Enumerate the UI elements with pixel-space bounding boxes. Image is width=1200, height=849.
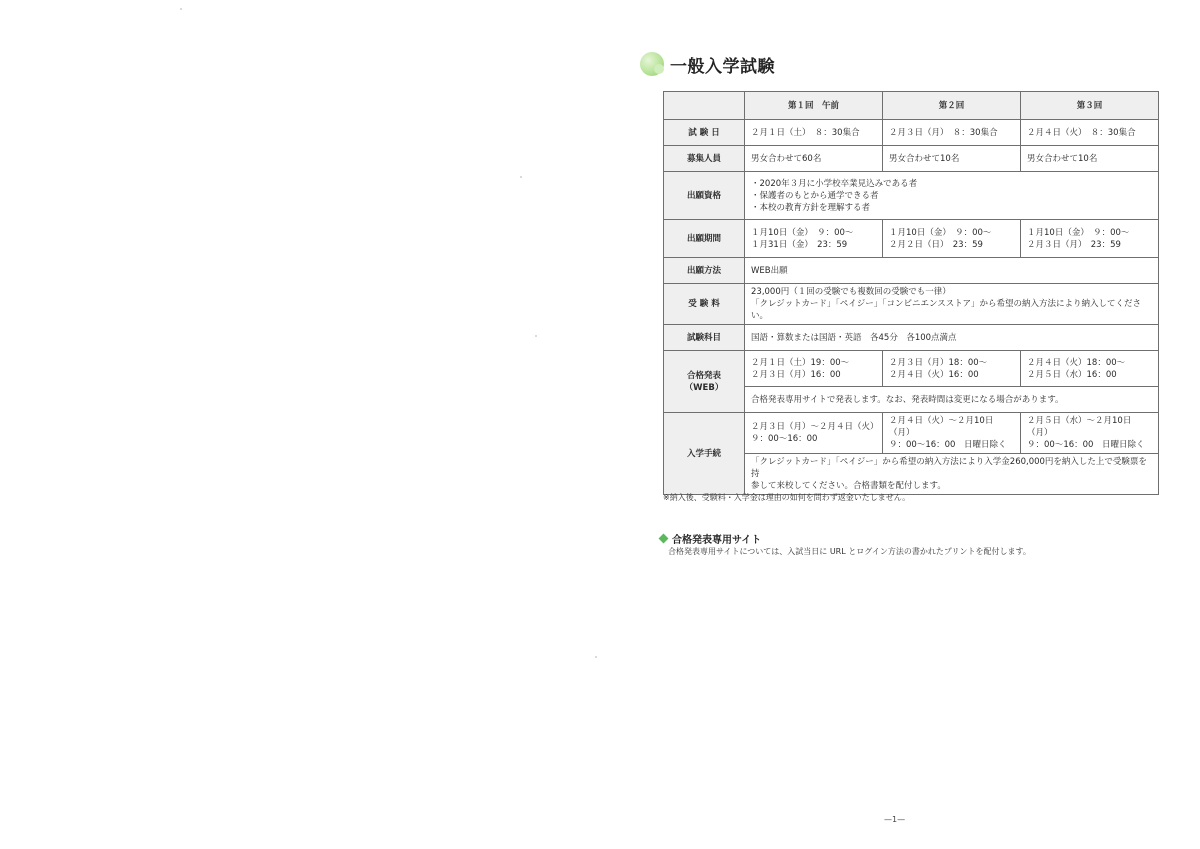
- table-row: [664, 284, 1159, 325]
- table-cell: [1021, 220, 1159, 258]
- text-line: 「クレジットカード」「ペイジー」「コンビニエンスストア」から希望の納入方法により納入してください。: [751, 299, 1142, 321]
- table-cell: ２月３日（月） ８：30集合: [883, 120, 1021, 146]
- page-number: —1—: [884, 815, 906, 824]
- row-label: 受 験 料: [664, 284, 745, 325]
- row-label: 出願資格: [664, 172, 745, 220]
- column-header: 第３回: [1021, 92, 1159, 120]
- text-line: ２月３日（月）～２月４日（火）: [751, 422, 879, 432]
- table-header-row: [664, 92, 1159, 120]
- row-label: 入学手続: [664, 413, 745, 495]
- text-line: １月10日（金） ９：00～: [1027, 227, 1130, 238]
- table-row: [664, 413, 1159, 454]
- table-row: [664, 351, 1159, 387]
- column-header: 第１回 午前: [745, 92, 883, 120]
- bubble-icon: [640, 52, 664, 76]
- table-cell: [883, 220, 1021, 258]
- text-line: ・保護者のもとから通学できる者: [751, 190, 879, 201]
- table-row: [664, 172, 1159, 220]
- table-row: [664, 146, 1159, 172]
- table-cell: 国語・算数または国語・英語 各45分 各100点満点: [745, 325, 1159, 351]
- section-heading: [640, 50, 775, 78]
- table-corner-cell: [664, 92, 745, 120]
- text-line: ・2020年３月に小学校卒業見込みである者: [751, 178, 918, 189]
- text-line: ２月２日（日） 23：59: [889, 239, 983, 250]
- scan-speck: [520, 176, 522, 178]
- table-cell: [1021, 351, 1159, 387]
- table-cell: [745, 454, 1159, 495]
- table-cell: [745, 172, 1159, 220]
- exam-schedule-table: [663, 91, 1159, 495]
- table-row: [664, 220, 1159, 258]
- row-label: 募集人員: [664, 146, 745, 172]
- table-row: [664, 325, 1159, 351]
- row-label: 試 験 日: [664, 120, 745, 146]
- label-line: （WEB）: [684, 382, 724, 393]
- text-line: ９：00～16：00 日曜日除く: [889, 440, 1007, 450]
- table-cell: ２月１日（土） ８：30集合: [745, 120, 883, 146]
- scan-speck: [535, 335, 537, 337]
- table-cell: 合格発表専用サイトで発表します。なお、発表時間は変更になる場合があります。: [745, 387, 1159, 413]
- row-label: 出願期間: [664, 220, 745, 258]
- text-line: 23,000円（１回の受験でも複数回の受験でも一律）: [751, 287, 951, 297]
- table-cell: [745, 351, 883, 387]
- table-cell: ２月４日（火） ８：30集合: [1021, 120, 1159, 146]
- table-cell: [883, 351, 1021, 387]
- text-line: １月10日（金） ９：00～: [889, 227, 992, 238]
- text-line: ２月３日（月） 23：59: [1027, 239, 1121, 250]
- table-cell: WEB出願: [745, 258, 1159, 284]
- text-line: ２月４日（火）16：00: [889, 369, 979, 380]
- table-row: [664, 258, 1159, 284]
- table-cell: [883, 413, 1021, 454]
- text-line: ２月５日（水）16：00: [1027, 369, 1117, 380]
- text-line: ２月１日（土）19：00～: [751, 357, 850, 368]
- text-line: 「クレジットカード」「ペイジー」から希望の納入方法により入学金260,000円を納入した上で受験票を持: [751, 457, 1147, 479]
- scan-speck: [180, 8, 182, 10]
- text-line: ９：00～16：00: [751, 434, 818, 444]
- text-line: 参して来校してください。合格書類を配付します。: [751, 481, 946, 491]
- label-line: 合格発表: [686, 370, 721, 381]
- row-label: 出願方法: [664, 258, 745, 284]
- section-body: 合格発表専用サイトについては、入試当日に URL とログイン方法の書かれたプリントを配付します。: [668, 547, 1031, 556]
- table-cell: 男女合わせて10名: [883, 146, 1021, 172]
- text-line: ２月５日（水）～２月10日（月）: [1027, 416, 1132, 438]
- text-line: １月31日（金） 23：59: [751, 239, 848, 250]
- table-cell: 男女合わせて60名: [745, 146, 883, 172]
- text-line: ９：00～16：00 日曜日除く: [1027, 440, 1145, 450]
- text-line: ・本校の教育方針を理解する者: [751, 202, 871, 213]
- table-cell: [745, 284, 1159, 325]
- table-row: [664, 120, 1159, 146]
- text-line: ２月３日（月）16：00: [751, 369, 841, 380]
- scan-speck: [595, 656, 597, 658]
- text-line: ２月４日（火）～２月10日（月）: [889, 416, 994, 438]
- table-cell: [1021, 413, 1159, 454]
- diamond-bullet-icon: [659, 534, 669, 544]
- row-label: [664, 351, 745, 413]
- row-label: 試験科目: [664, 325, 745, 351]
- table-cell: [745, 220, 883, 258]
- page-title: 一般入学試験: [670, 56, 775, 77]
- table-cell: [745, 413, 883, 454]
- text-line: １月10日（金） ９：00～: [751, 227, 854, 238]
- table-cell: 男女合わせて10名: [1021, 146, 1159, 172]
- text-line: ２月３日（月）18：00～: [889, 357, 988, 368]
- section-title-text: 合格発表専用サイト: [672, 535, 762, 546]
- refund-footnote: ※納入後、受験料・入学金は理由の如何を問わず返金いたしません。: [663, 493, 911, 502]
- text-line: ２月４日（火）18：00～: [1027, 357, 1126, 368]
- column-header: 第２回: [883, 92, 1021, 120]
- section-title: [660, 531, 761, 546]
